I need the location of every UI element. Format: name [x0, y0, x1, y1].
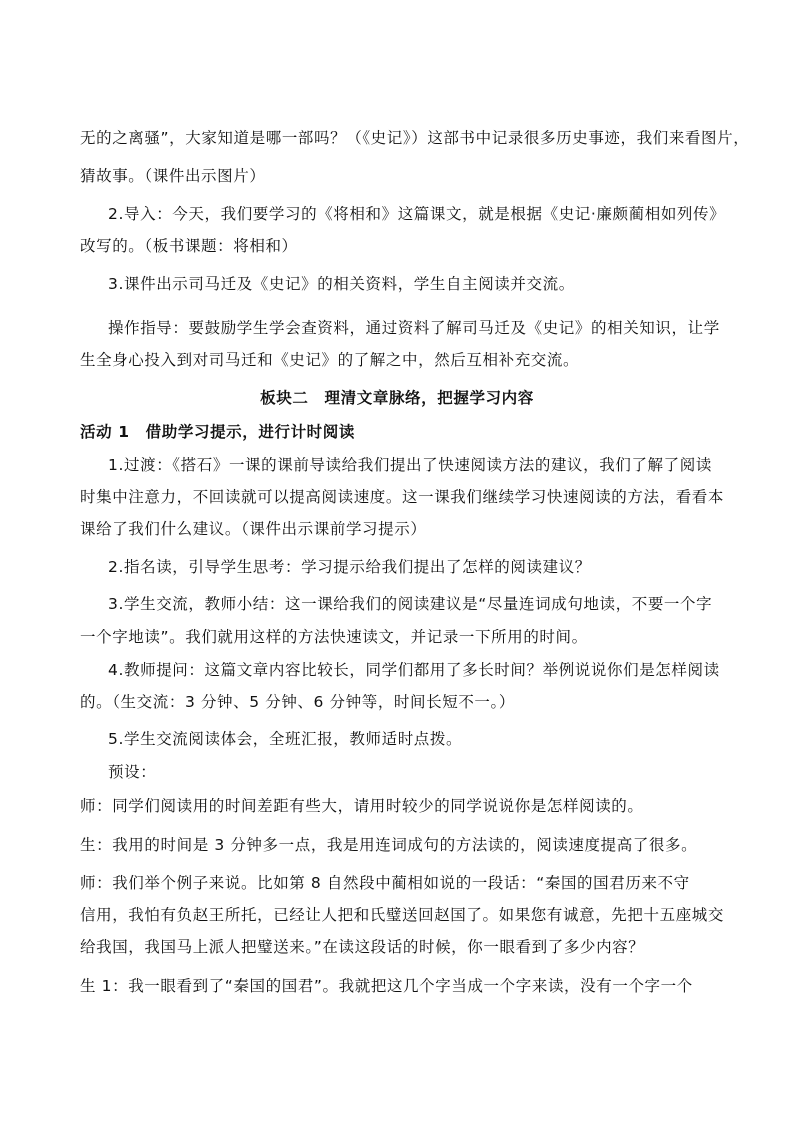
paragraph-line: 3.学生交流，教师小结：这一课给我们的阅读建议是“尽量连词成句地读，不要一个字 — [108, 595, 713, 613]
paragraph-line: 无的之离骚”，大家知道是哪一部吗？（《史记》）这部书中记录很多历史事迹，我们来看图片， — [80, 129, 750, 147]
paragraph-line: 预设： — [108, 763, 157, 781]
paragraph-line: 时集中注意力，不回读就可以提高阅读速度。这一课我们继续学习快速阅读的方法，看看本 — [80, 488, 725, 506]
dialogue-line: 给我国，我国马上派人把璧送来。”在读这段话的时候，你一眼看到了多少内容？ — [80, 938, 645, 956]
paragraph-line: 的。（生交流：3 分钟、5 分钟、6 分钟等，时间长短不一。） — [80, 693, 515, 711]
dialogue-line: 生 1：我一眼看到了“秦国的国君”。我就把这几个字当成一个字来读，没有一个字一个 — [80, 977, 693, 995]
paragraph-line: 课给了我们什么建议。（课件出示课前学习提示） — [80, 520, 427, 538]
paragraph-line: 生全身心投入到对司马迁和《史记》的了解之中，然后互相补充交流。 — [80, 351, 580, 369]
paragraph-line: 5.学生交流阅读体会，全班汇报，教师适时点拨。 — [108, 730, 463, 748]
paragraph-line: 操作指导：要鼓励学生学会查资料，通过资料了解司马迁及《史记》的相关知识，让学 — [108, 319, 720, 337]
paragraph-line: 改写的。（板书课题：将相和） — [80, 237, 298, 255]
dialogue-line: 师：我们举个例子来说。比如第 8 自然段中蔺相如说的一段话：“秦国的国君历来不守 — [80, 874, 690, 892]
activity-heading: 活动 1 借助学习提示，进行计时阅读 — [80, 423, 355, 441]
paragraph-line: 4.教师提问：这篇文章内容比较长，同学们都用了多长时间？举例说说你们是怎样阅读 — [108, 661, 720, 679]
paragraph-line: 3.课件出示司马迁及《史记》的相关资料，学生自主阅读并交流。 — [108, 275, 575, 293]
dialogue-line: 生：我用的时间是 3 分钟多一点，我是用连词成句的方法读的，阅读速度提高了很多。 — [80, 836, 698, 854]
paragraph-line: 1.过渡：《搭石》一课的课前导读给我们提出了快速阅读方法的建议，我们了解了阅读 — [108, 456, 712, 474]
dialogue-line: 信用，我怕有负赵王所托，已经让人把和氏璧送回赵国了。如果您有诚意，先把十五座城交 — [80, 906, 725, 924]
section-heading: 板块二 理清文章脉络，把握学习内容 — [260, 389, 534, 407]
paragraph-line: 一个字地读”。我们就用这样的方法快速读文，并记录一下所用的时间。 — [80, 628, 588, 646]
dialogue-line: 师：同学们阅读用的时间差距有些大，请用时较少的同学说说你是怎样阅读的。 — [80, 797, 644, 815]
paragraph-line: 2.指名读，引导学生思考：学习提示给我们提出了怎样的阅读建议？ — [108, 558, 591, 576]
paragraph-line: 猜故事。（课件出示图片） — [80, 167, 266, 185]
paragraph-line: 2.导入：今天，我们要学习的《将相和》这篇课文，就是根据《史记·廉颇蔺相如列传》 — [108, 205, 726, 223]
